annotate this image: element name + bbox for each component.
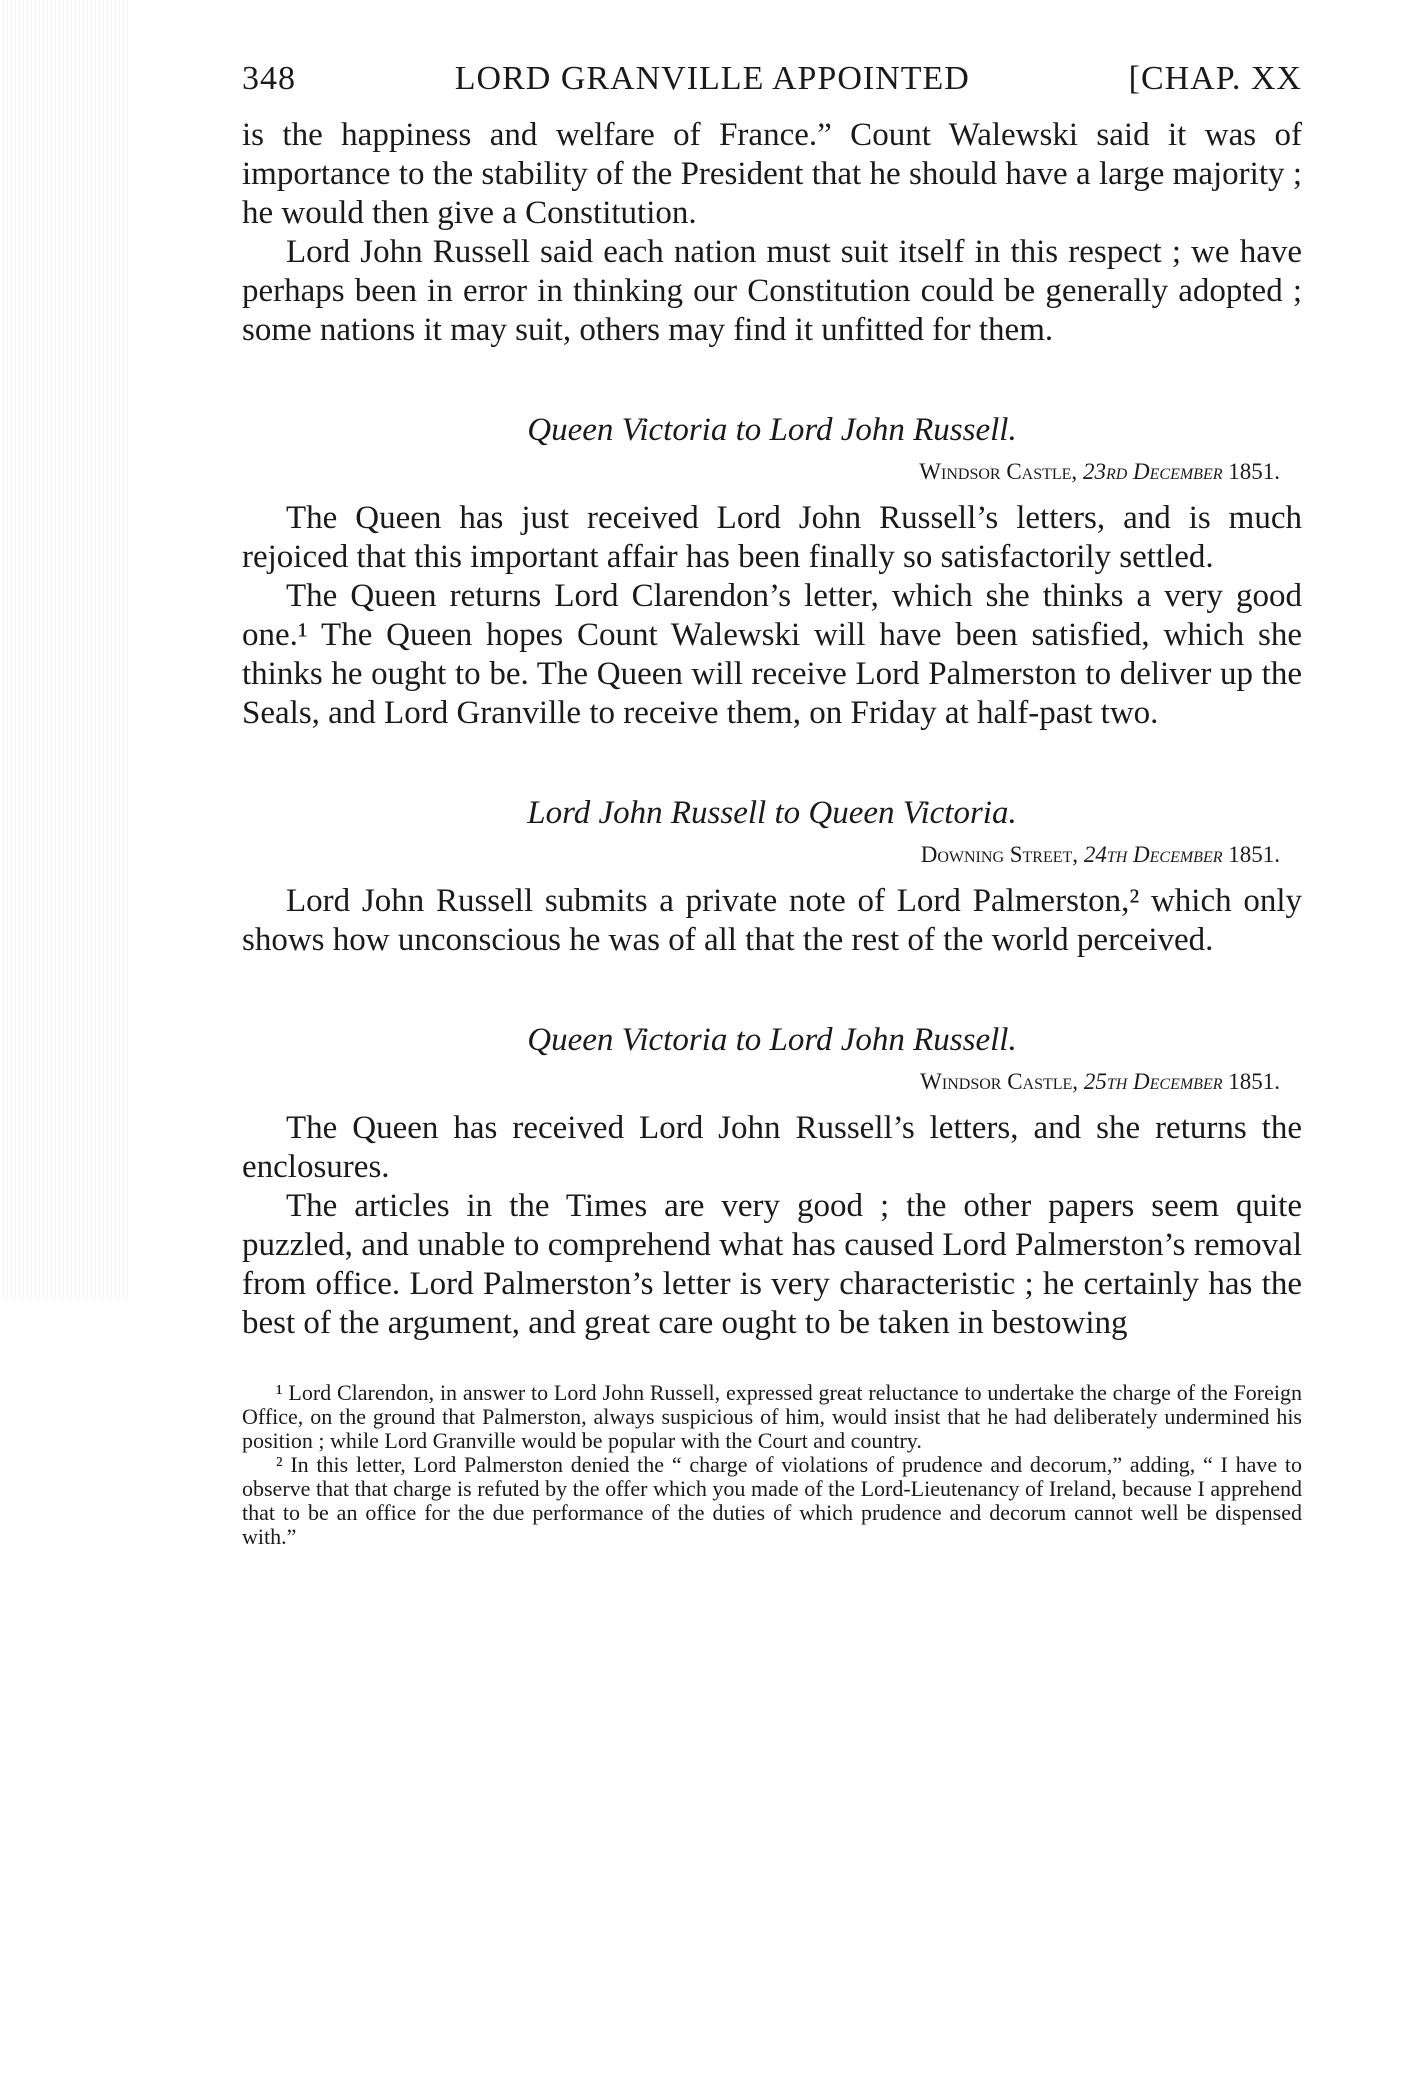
running-title: LORD GRANVILLE APPOINTED (454, 60, 970, 97)
letter-2 (242, 795, 1302, 960)
paragraph: Lord John Russell submits a private note of Lord Palmerston,² which only shows how unconscious he was of all that the rest of the world perceived. (242, 883, 1302, 958)
footnotes (242, 1381, 1302, 1549)
dateline: Windsor Castle, 23rd December 1851. (919, 459, 1280, 484)
page-number: 348 (242, 60, 296, 97)
paragraph: The Queen returns Lord Clarendon’s letter, which she thinks a very good one.¹ The Queen hopes Count Walewski will have been satisfied, which she thinks he ought to be. The Queen will receive Lord Palmerston to deliver up the Seals, and Lord Granville to receive them, on Friday at half-past two. (242, 578, 1302, 731)
footnote-1: ¹ Lord Clarendon, in answer to Lord John Russell, expressed great reluctance to undertake the charge of the Foreign Office, on the ground that Palmerston, always suspicious of him, would insist that he had deliberately undermined his position ; while Lord Granville would be popular with the Court and country. (242, 1380, 1302, 1453)
footnote-2: ² In this letter, Lord Palmerston denied the “ charge of violations of prudence and decorum,” adding, “ I have to observe that that charge is refuted by the offer which you made of the Lord-Lieutenancy of Ireland, because I apprehend that to be an office for the due performance of the duties of which prudence and decorum cannot well be dispensed with.” (242, 1452, 1302, 1549)
letter-title: Queen Victoria to Lord John Russell. (527, 412, 1017, 448)
letter-3 (242, 1022, 1302, 1343)
running-header (242, 60, 1302, 98)
letter-title: Queen Victoria to Lord John Russell. (527, 1022, 1017, 1058)
letter-1 (242, 412, 1302, 733)
paragraph: The articles in the Times are very good ; the other papers seem quite puzzled, and unable to comprehend what has caused Lord Palmerston’s removal from office. Lord Palmerston’s letter is very characteristic ; he certainly has the best of the argument, and great care ought to be taken in bestowing (242, 1188, 1302, 1341)
page-edge-scan-noise (0, 0, 130, 1300)
letter-title: Lord John Russell to Queen Victoria. (527, 795, 1017, 831)
book-page (242, 60, 1302, 1549)
paragraph: The Queen has just received Lord John Russell’s letters, and is much rejoiced that this important affair has been finally so satisfactorily settled. (242, 500, 1302, 575)
chapter-label: [CHAP. XX (1128, 60, 1302, 97)
dateline: Downing Street, 24th December 1851. (920, 842, 1280, 867)
paragraph: is the happiness and welfare of France.” Count Walewski said it was of importance to the stability of the President that he should have a large majority ; he would then give a Constitution. (242, 117, 1302, 231)
paragraph: The Queen has received Lord John Russell’s letters, and she returns the enclosures. (242, 1110, 1302, 1185)
dateline: Windsor Castle, 25th December 1851. (920, 1069, 1280, 1094)
paragraph: Lord John Russell said each nation must suit itself in this respect ; we have perhaps been in error in thinking our Constitution could be generally adopted ; some nations it may suit, others may find it unfitted for them. (242, 234, 1302, 348)
